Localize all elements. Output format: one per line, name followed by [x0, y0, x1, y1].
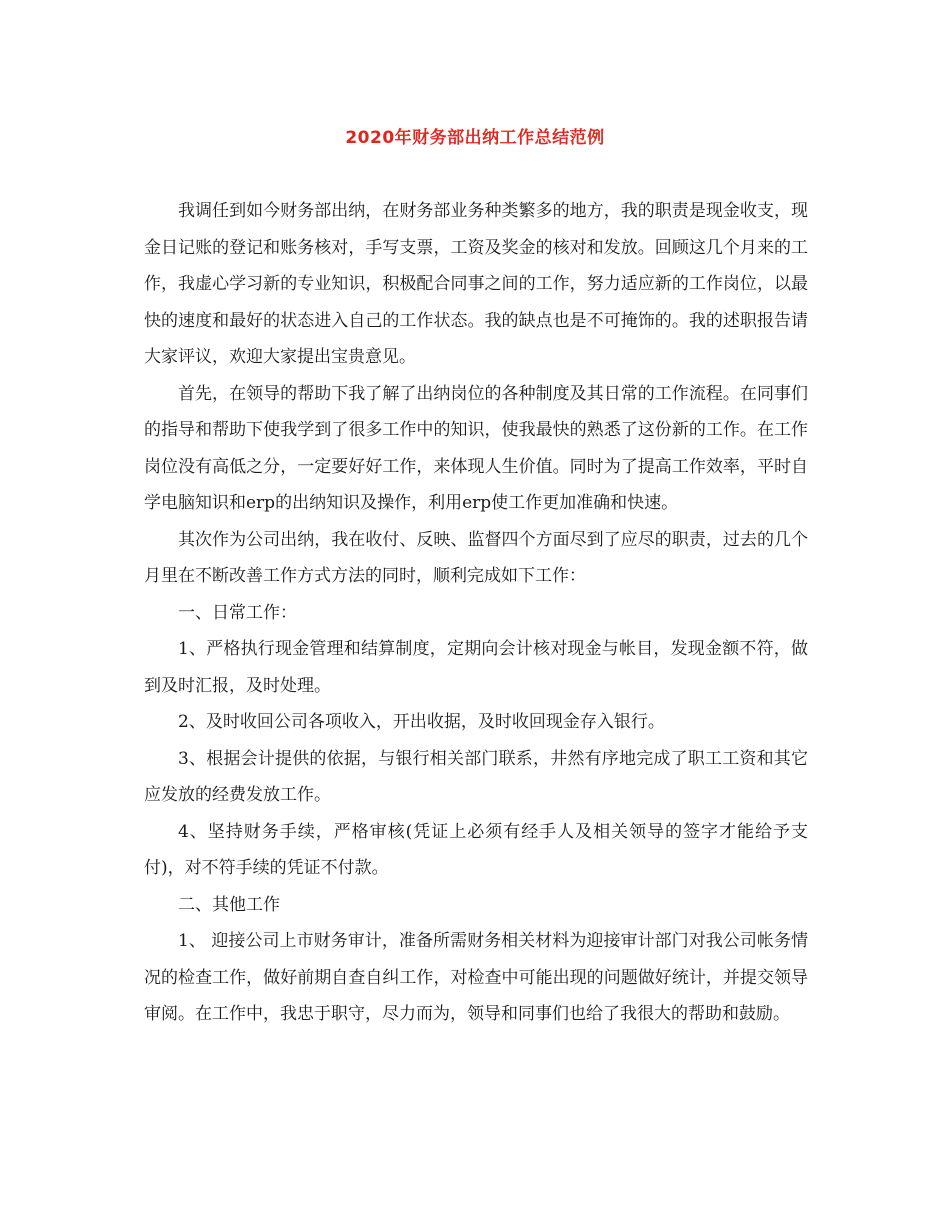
list-item-other-1: 1、 迎接公司上市财务审计，准备所需财务相关材料为迎接审计部门对我公司帐务情况的检查工作，做好前期自查自纠工作，对检查中可能出现的问题做好统计，并提交领导审阅。在工作中，我忠于职守，尽力而为，领导和同事们也给了我很大的帮助和鼓励。 [144, 931, 808, 1024]
section-heading-other-work: 二、其他工作 [178, 894, 280, 915]
paragraph-intro: 我调任到如今财务部出纳，在财务部业务种类繁多的地方，我的职责是现金收支，现金日记账的登记和账务核对，手写支票，工资及奖金的核对和发放。回顾这几个月来的工作，我虚心学习新的专业知识，积极配合同事之间的工作，努力适应新的工作岗位，以最快的速度和最好的状态进入自己的工作状态。我的缺点也是不可掩饰的。我的述职报告请大家评议，欢迎大家提出宝贵意见。 [144, 201, 808, 367]
list-item-3: 3、根据会计提供的依据，与银行相关部门联系，井然有序地完成了职工工资和其它应发放的经费发放工作。 [144, 748, 808, 805]
list-item-1: 1、严格执行现金管理和结算制度，定期向会计核对现金与帐目，发现金额不符，做到及时汇报，及时处理。 [144, 639, 808, 696]
document-body [144, 193, 808, 1033]
section-heading-daily-work: 一、日常工作： [178, 602, 297, 623]
paragraph-second: 其次作为公司出纳，我在收付、反映、监督四个方面尽到了应尽的职责，过去的几个月里在不断改善工作方式方法的同时，顺利完成如下工作： [144, 529, 808, 586]
document-title: 2020年财务部出纳工作总结范例 [345, 128, 605, 148]
paragraph-first: 首先，在领导的帮助下我了解了出纳岗位的各种制度及其日常的工作流程。在同事们的指导和帮助下使我学到了很多工作中的知识，使我最快的熟悉了这份新的工作。在工作岗位没有高低之分，一定要好好工作，来体现人生价值。同时为了提高工作效率，平时自学电脑知识和erp的出纳知识及操作，利用erp使工作更加准确和快速。 [144, 383, 808, 513]
list-item-4: 4、坚持财务手续，严格审核(凭证上必须有经手人及相关领导的签字才能给予支付)，对不符手续的凭证不付款。 [144, 821, 808, 878]
list-item-2: 2、及时收回公司各项收入，开出收据，及时收回现金存入银行。 [178, 712, 665, 732]
